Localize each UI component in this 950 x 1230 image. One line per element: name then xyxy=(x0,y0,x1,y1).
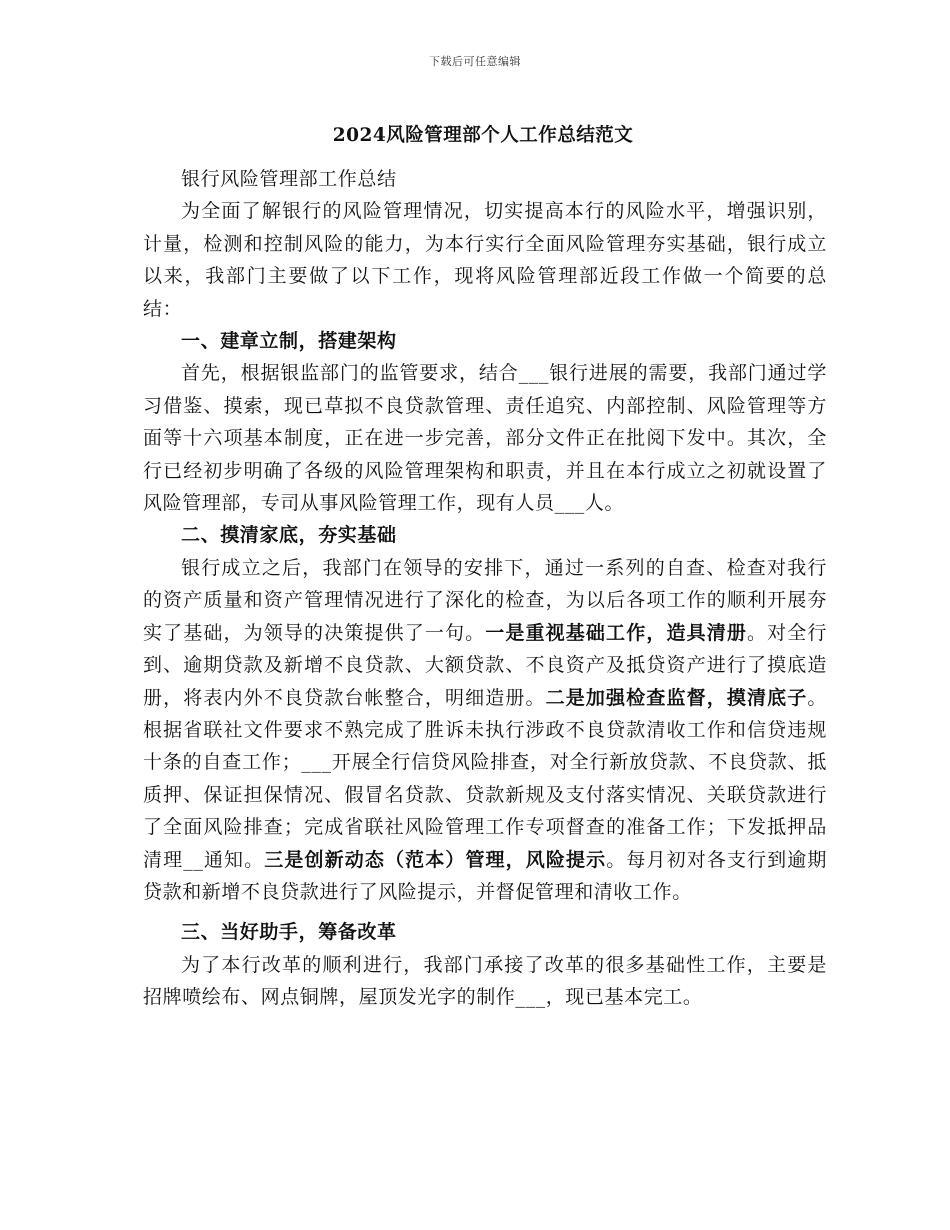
section-2-text-4: 。每月初对各支行到逾期贷款和新增不良贷款进行了风险提示，并督促管理和清收工作。 xyxy=(143,848,827,903)
section-1-paragraph: 首先，根据银监部门的监管要求，结合___银行进展的需要，我部门通过学习借鉴、摸索，现已草拟不良贷款管理、责任追究、内部控制、风险管理等方面等十六项基本制度，正在进一步完善，部分文件正在批阅下发中。其次，全行已经初步明确了各级的风险管理架构和职责，并且在本行成立之初就设置了风险管理部，专司从事风险管理工作，现有人员___人。 xyxy=(143,362,827,515)
intro-paragraph: 为全面了解银行的风险管理情况，切实提高本行的风险水平，增强识别，计量，检测和控制风险的能力，为本行实行全面风险管理夯实基础，银行成立以来，我部门主要做了以下工作，现将风险管理部近段工作做一个简要的总结： xyxy=(143,200,827,320)
section-3-paragraph: 为了本行改革的顺利进行，我部门承接了改革的很多基础性工作，主要是招牌喷绘布、网点铜牌，屋顶发光字的制作___，现已基本完工。 xyxy=(143,953,827,1009)
section-2-text-2: 。对全行到、逾期贷款及新增不良贷款、大额贷款、不良资产及抵贷资产进行了摸底造册，将表内外不良贷款台帐整合，明细造册。 xyxy=(143,621,827,709)
section-2-bold-3: 三是创新动态（范本）管理，风险提示 xyxy=(264,848,607,871)
section-1-heading: 一、建章立制，搭建架构 xyxy=(181,330,397,353)
document-title: 2024风险管理部个人工作总结范文 xyxy=(332,125,634,146)
section-2-heading: 二、摸清家底，夯实基础 xyxy=(181,524,397,547)
section-2-text-3: 。根据省联社文件要求不熟完成了胜诉未执行涉政不良贷款清收工作和信贷违规十条的自查工作；___开展全行信贷风险排查，对全行新放贷款、不良贷款、抵质押、保证担保情况、假冒名贷款、贷款新规及支付落实情况、关联贷款进行了全面风险排查；完成省联社风险管理工作专项督查的准备工作；下发抵押品清理__通知。 xyxy=(143,686,827,871)
section-2-bold-2: 二是加强检查监督，摸清底子 xyxy=(545,686,808,709)
section-3-heading: 三、当好助手，筹备改革 xyxy=(181,921,397,944)
document-body xyxy=(143,163,827,1014)
section-2-text-1: 银行成立之后，我部门在领导的安排下，通过一系列的自查、检查对我行的资产质量和资产管理情况进行了深化的检查，为以后各项工作的顺利开展夯实了基础，为领导的决策提供了一句。 xyxy=(143,556,827,644)
section-2-bold-1: 一是重视基础工作，造具清册 xyxy=(485,621,747,644)
document-subtitle: 银行风险管理部工作总结 xyxy=(181,168,397,190)
header-note: 下载后可任意编辑 xyxy=(429,55,521,68)
section-2-paragraph xyxy=(143,552,827,908)
